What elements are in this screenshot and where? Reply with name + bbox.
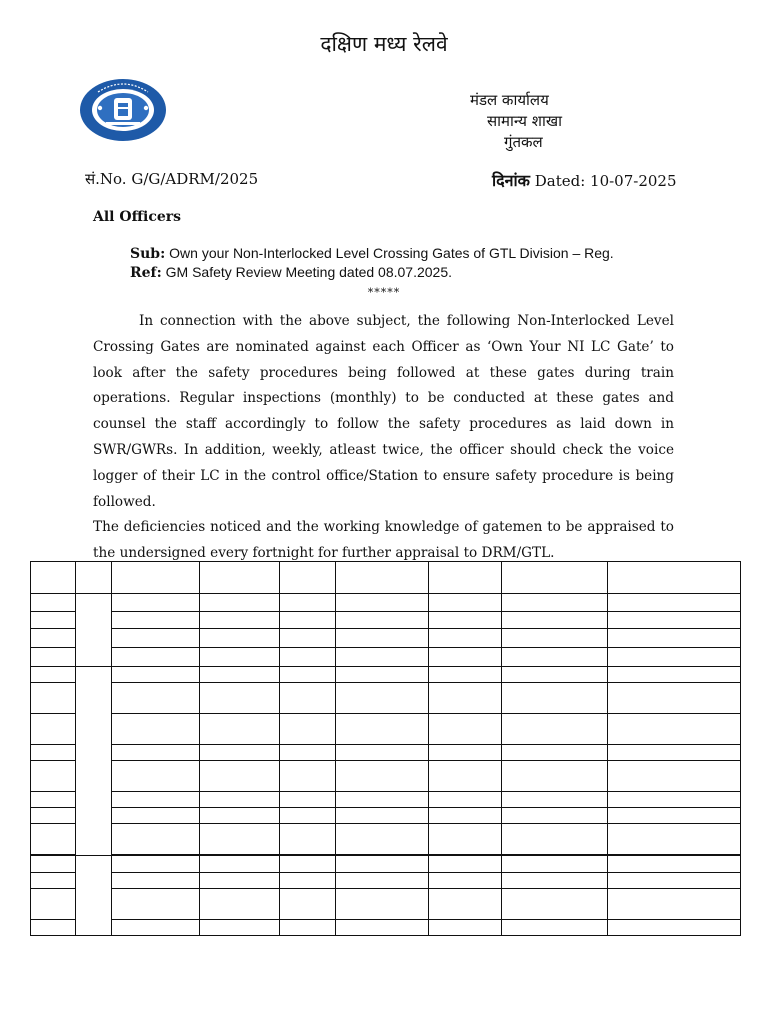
table-row	[31, 666, 741, 682]
table-cell	[429, 856, 502, 872]
table-cell	[200, 648, 280, 666]
table-cell	[502, 808, 608, 824]
table-cell	[429, 612, 502, 629]
table-cell	[429, 666, 502, 682]
table-row	[31, 888, 741, 919]
table-cell	[76, 594, 112, 666]
table-cell	[31, 808, 76, 824]
table-cell	[112, 682, 200, 713]
table-cell	[200, 919, 280, 935]
table-cell	[200, 594, 280, 612]
table-row	[31, 648, 741, 666]
table-cell	[336, 713, 429, 744]
table-cell	[608, 872, 741, 888]
paragraph-2: The deficiencies noticed and the working knowledge of gatemen to be appraised to the undersigned every fortnight for further appraisal to DRM/GTL.	[93, 519, 674, 562]
office-address	[470, 90, 562, 153]
table-cell	[608, 713, 741, 744]
table-cell	[200, 872, 280, 888]
table-cell	[280, 666, 336, 682]
table-cell	[31, 648, 76, 666]
office-line-1: मंडल कार्यालय	[470, 91, 549, 109]
table-cell	[280, 682, 336, 713]
table-cell	[608, 919, 741, 935]
table-cell	[429, 919, 502, 935]
table-cell	[200, 666, 280, 682]
table-cell	[502, 713, 608, 744]
table-cell	[76, 666, 112, 856]
table-cell	[280, 919, 336, 935]
reference-label: Ref:	[130, 265, 162, 281]
table-cell	[429, 629, 502, 648]
organisation-title: दक्षिण मध्य रेलवे	[320, 32, 448, 56]
table-cell	[200, 682, 280, 713]
table-cell	[200, 808, 280, 824]
subject-text: Own your Non-Interlocked Level Crossing Gates of GTL Division – Reg.	[165, 245, 614, 261]
table-cell	[336, 594, 429, 612]
table-cell	[608, 808, 741, 824]
table-row	[31, 629, 741, 648]
table-cell	[31, 872, 76, 888]
paragraph-1: In connection with the above subject, the following Non-Interlocked Level Crossing Gates are nominated against each Officer as ‘Own Your NI LC Gate’ to look after the safety procedures being followed at these gates during train operations. Regular inspections (monthly) to be conducted at these gates and counsel the staff accordingly to follow the safety procedures as laid down in SWR/GWRs. In addition, weekly, atleast twice, the officer should check the voice logger of their LC in the control office/Station to ensure safety procedure is being followed.	[93, 313, 674, 510]
table-cell	[31, 594, 76, 612]
table-cell	[31, 761, 76, 792]
table-cell	[502, 594, 608, 612]
table-cell	[502, 919, 608, 935]
table-cell	[31, 682, 76, 713]
table-cell	[336, 562, 429, 594]
table-row	[31, 713, 741, 744]
table-cell	[608, 761, 741, 792]
table-cell	[608, 856, 741, 872]
table-cell	[31, 744, 76, 760]
table-cell	[112, 629, 200, 648]
date-label: दिनांक	[492, 171, 530, 190]
table-cell	[31, 856, 76, 872]
table-cell	[336, 682, 429, 713]
table-cell	[336, 808, 429, 824]
table-cell	[76, 856, 112, 936]
table-cell	[429, 808, 502, 824]
office-line-3: गुंतकल	[504, 133, 543, 151]
table-row	[31, 808, 741, 824]
table-cell	[112, 713, 200, 744]
separator: *****	[367, 286, 401, 299]
letter-body	[93, 309, 674, 567]
table-cell	[280, 629, 336, 648]
indian-railways-logo	[78, 78, 168, 142]
table-cell	[200, 612, 280, 629]
table-cell	[608, 562, 741, 594]
table-cell	[502, 562, 608, 594]
office-line-2: सामान्य शाखा	[487, 112, 563, 130]
table-cell	[112, 856, 200, 872]
table-cell	[112, 808, 200, 824]
date-value: Dated: 10-07-2025	[529, 172, 677, 190]
table-cell	[112, 744, 200, 760]
table-cell	[112, 562, 200, 594]
table-cell	[336, 629, 429, 648]
table-cell	[280, 872, 336, 888]
table-cell	[280, 856, 336, 872]
table-cell	[112, 761, 200, 792]
table-cell	[429, 872, 502, 888]
table-cell	[200, 744, 280, 760]
table-cell	[112, 612, 200, 629]
table-cell	[336, 666, 429, 682]
table-cell	[336, 919, 429, 935]
table-cell	[336, 856, 429, 872]
table-cell	[429, 761, 502, 792]
table-cell	[76, 562, 112, 594]
table-cell	[502, 824, 608, 855]
table-cell	[502, 612, 608, 629]
table-cell	[31, 824, 76, 855]
table-cell	[280, 824, 336, 855]
table-cell	[280, 562, 336, 594]
table-row	[31, 761, 741, 792]
table-cell	[280, 648, 336, 666]
table-cell	[336, 824, 429, 855]
table-cell	[429, 744, 502, 760]
table-cell	[280, 808, 336, 824]
table-cell	[429, 888, 502, 919]
subject-label: Sub:	[130, 246, 166, 262]
table-cell	[280, 594, 336, 612]
table-row	[31, 824, 741, 855]
table-cell	[112, 824, 200, 855]
table-row	[31, 682, 741, 713]
table-cell	[200, 629, 280, 648]
table-cell	[200, 824, 280, 855]
table-cell	[502, 629, 608, 648]
table-header-row	[31, 562, 741, 594]
table-cell	[502, 666, 608, 682]
table-cell	[502, 648, 608, 666]
subject-line	[130, 244, 614, 263]
table-cell	[429, 792, 502, 808]
table-cell	[608, 594, 741, 612]
table-cell	[112, 648, 200, 666]
table-cell	[200, 761, 280, 792]
table-cell	[280, 612, 336, 629]
table-cell	[608, 666, 741, 682]
table-cell	[429, 594, 502, 612]
table-cell	[112, 919, 200, 935]
table-cell	[429, 648, 502, 666]
table-cell	[502, 744, 608, 760]
table-cell	[608, 648, 741, 666]
table-cell	[336, 872, 429, 888]
table-cell	[31, 562, 76, 594]
table-cell	[31, 792, 76, 808]
table-cell	[31, 713, 76, 744]
table-cell	[336, 761, 429, 792]
table-cell	[200, 888, 280, 919]
table-row	[31, 594, 741, 612]
table-cell	[31, 888, 76, 919]
table-cell	[200, 562, 280, 594]
table-row	[31, 612, 741, 629]
table-cell	[31, 612, 76, 629]
table-cell	[112, 792, 200, 808]
addressee: All Officers	[93, 209, 182, 225]
date-line	[492, 169, 677, 191]
table-cell	[336, 888, 429, 919]
table-cell	[336, 792, 429, 808]
table-cell	[200, 792, 280, 808]
table-cell	[429, 682, 502, 713]
lc-gate-table	[30, 561, 741, 936]
reference-text: GM Safety Review Meeting dated 08.07.2025.	[161, 264, 453, 280]
table-cell	[608, 612, 741, 629]
table-cell	[429, 562, 502, 594]
table-cell	[31, 629, 76, 648]
table-cell	[280, 713, 336, 744]
table-cell	[112, 594, 200, 612]
reference-line	[130, 263, 614, 282]
table-cell	[336, 744, 429, 760]
table-cell	[429, 824, 502, 855]
table-cell	[502, 682, 608, 713]
table-cell	[608, 888, 741, 919]
table-cell	[31, 666, 76, 682]
table-cell	[608, 744, 741, 760]
table-cell	[280, 888, 336, 919]
table-cell	[608, 629, 741, 648]
table-cell	[280, 761, 336, 792]
table-cell	[31, 919, 76, 935]
table-cell	[608, 792, 741, 808]
table-cell	[502, 856, 608, 872]
table-cell	[200, 713, 280, 744]
table-cell	[608, 682, 741, 713]
table-cell	[336, 612, 429, 629]
table-row	[31, 744, 741, 760]
table-cell	[502, 761, 608, 792]
table-cell	[112, 666, 200, 682]
table-cell	[336, 648, 429, 666]
table-cell	[112, 872, 200, 888]
table-cell	[112, 888, 200, 919]
table-cell	[429, 713, 502, 744]
table-cell	[502, 888, 608, 919]
subject-reference	[130, 244, 614, 282]
table-row	[31, 872, 741, 888]
table-cell	[608, 824, 741, 855]
table-cell	[280, 792, 336, 808]
reference-number: सं.No. G/G/ADRM/2025	[85, 170, 259, 188]
table-row	[31, 919, 741, 935]
table-cell	[280, 744, 336, 760]
table-cell	[502, 792, 608, 808]
table-row	[31, 792, 741, 808]
table-row	[31, 856, 741, 872]
table-cell	[502, 872, 608, 888]
table-cell	[200, 856, 280, 872]
